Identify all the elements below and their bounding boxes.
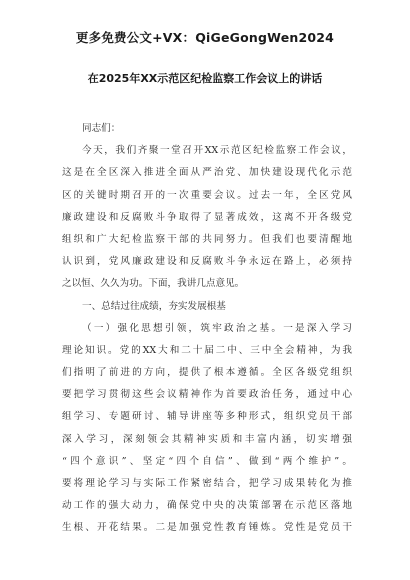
document-body <box>62 118 352 540</box>
paragraph-1-line: 这是在全区深入推进全面从严治党、加快建设现代化示范 <box>62 167 352 179</box>
paragraph-2-line: 动工作的强大动力，确保党中央的决策部署在示范区落地 <box>62 500 352 512</box>
paragraph-1-line: 今天，我们齐聚一堂召开XX示范区纪检监察工作会议， <box>82 145 352 157</box>
paragraph-2-line: “四个意识”、坚定“四个自信”、做到“两个维护”。 <box>62 455 352 467</box>
promo-banner: 更多免费公文+VX：QiGeGongWen2024 <box>75 30 335 45</box>
document-title: 在2025年XX示范区纪检监察工作会议上的讲话 <box>87 72 323 85</box>
paragraph-2-line: （一）强化思想引领，筑牢政治之基。一是深入学习 <box>82 322 352 334</box>
paragraph-2-line: 要将理论学习与实际工作紧密结合，把学习成果转化为推 <box>62 478 352 489</box>
paragraph-1-line: 之以恒、久久为功。下面，我讲几点意见。 <box>62 278 245 290</box>
greeting-line: 同志们： <box>82 123 121 134</box>
paragraph-1-line: 组织和广大纪检监察干部的共同努力。但我们也要清醒地 <box>62 233 352 245</box>
paragraph-2-line: 们指明了前进的方向，提供了根本遵循。全区各级党组织 <box>62 367 352 379</box>
paragraph-1-line: 区的关键时期召开的一次重要会议。过去一年，全区党风 <box>62 189 352 201</box>
paragraph-2-line: 理论知识。党的XX大和二十届二中、三中全会精神，为我 <box>62 344 352 356</box>
paragraph-1-line: 廉政建设和反腐败斗争取得了显著成效，这离不开各级党 <box>62 211 352 223</box>
section-heading: 一、总结过往成绩，夯实发展根基 <box>82 300 226 312</box>
paragraph-2-line: 深入学习，深刻领会其精神实质和丰富内涵，切实增强 <box>62 433 352 445</box>
paragraph-2-line: 组学习、专题研讨、辅导讲座等多种形式，组织党员干部 <box>62 411 352 423</box>
paragraph-1-line: 认识到，党风廉政建设和反腐败斗争永远在路上，必须持 <box>62 256 352 268</box>
paragraph-2-line: 要把学习贯彻这些会议精神作为首要政治任务，通过中心 <box>62 389 352 401</box>
paragraph-2-line: 生根、开花结果。二是加强党性教育锤炼。党性是党员干 <box>62 522 352 534</box>
